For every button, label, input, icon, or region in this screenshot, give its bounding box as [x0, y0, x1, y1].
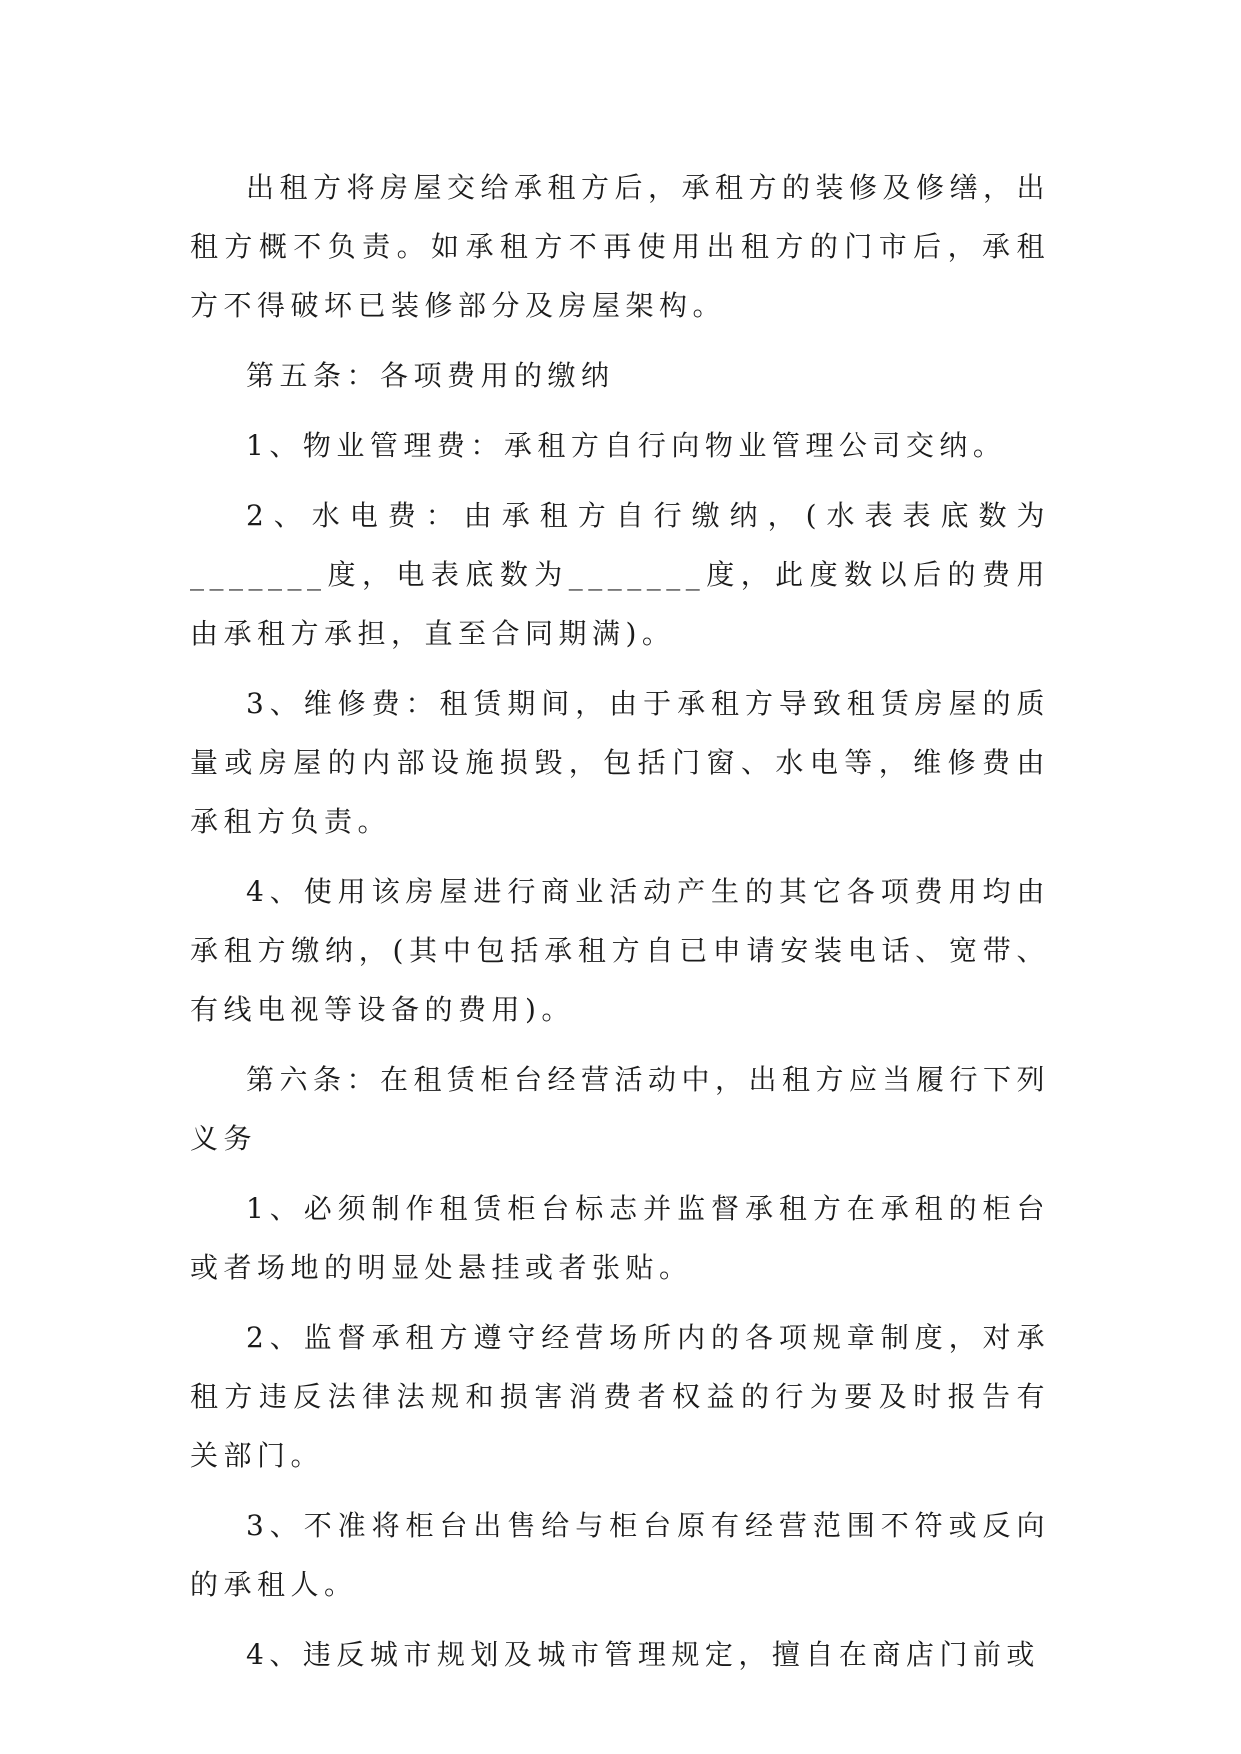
paragraph-supervise-rules: 2、监督承租方遵守经营场所内的各项规章制度，对承租方违反法律法规和损害消费者权益的行为要及时报告有关部门。 — [190, 1321, 1050, 1472]
paragraph-maintenance-fee: 3、维修费：租赁期间，由于承租方导致租赁房屋的质量或房屋的内部设施损毁，包括门窗、水电等，维修费由承租方负责。 — [190, 687, 1050, 838]
paragraph-utility-fee: 2、水电费：由承租方自行缴纳，(水表表底数为_______度，电表底数为_______度，此度数以后的费用由承租方承担，直至合同期满)。 — [190, 499, 1050, 650]
article-6-heading: 第六条：在租赁柜台经营活动中，出租方应当履行下列义务 — [190, 1063, 1051, 1155]
paragraph-property-fee: 1、物业管理费：承租方自行向物业管理公司交纳。 — [246, 429, 1007, 462]
paragraph-urban-planning: 4、违反城市规划及城市管理规定，擅自在商店门前或 — [246, 1638, 1040, 1671]
paragraph-no-sale: 3、不准将柜台出售给与柜台原有经营范围不符或反向的承租人。 — [190, 1509, 1050, 1601]
document-body — [190, 158, 1050, 1695]
paragraph-renovation-liability: 出租方将房屋交给承租方后，承租方的装修及修缮，出租方概不负责。如承租方不再使用出租方的门市后，承租方不得破坏已装修部分及房屋架构。 — [190, 171, 1051, 322]
article-5-heading: 第五条：各项费用的缴纳 — [246, 359, 615, 392]
paragraph-other-fees: 4、使用该房屋进行商业活动产生的其它各项费用均由承租方缴纳，(其中包括承租方自已申请安装电话、宽带、有线电视等设备的费用)。 — [190, 875, 1050, 1026]
paragraph-counter-sign: 1、必须制作租赁柜台标志并监督承租方在承租的柜台或者场地的明显处悬挂或者张贴。 — [190, 1192, 1050, 1284]
